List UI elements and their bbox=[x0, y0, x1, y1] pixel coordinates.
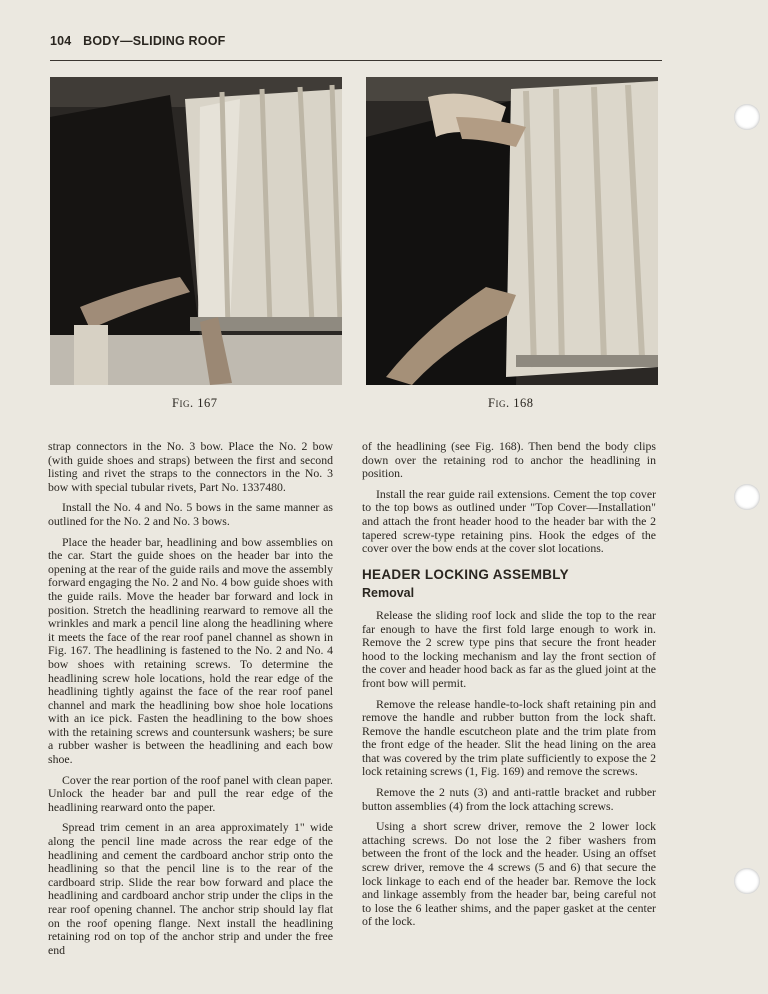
fig-168-photo bbox=[366, 77, 658, 385]
section-heading: HEADER LOCKING ASSEMBLY bbox=[362, 566, 569, 582]
right-paragraph-2: Install the rear guide rail extensions. Cement the top cover to the top bows as outlined under "Top Cover—Installation" and attach the front header hood to the header bar with the 2 tapered screw-type retaining pins. Hook the edges of the cover over the bow ends at the cover slot locations. bbox=[362, 486, 656, 556]
page-header bbox=[50, 34, 660, 48]
left-text-column bbox=[48, 440, 333, 964]
left-paragraph-3: Place the header bar, headlining and bow assemblies on the car. Start the guide shoes on the header bar into the opening at the rear of the guide rails and move the assembly forward engaging the No. 2 and No. 4 bow guide shoes with the guide rails. Move the header bar forward and lock in position. Stretch the headlining rearward to remove all the wrinkles and mark a pencil line along the headlining where it meets the face of the rear roof panel channel as shown in Fig. 167. The headlining is fastened to the No. 2 and No. 4 bow shoes with retaining screws. To determine the headlining screw hole locations, hold the rear edge of the headlining tightly against the face of the rear roof panel channel and mark the headlining bow shoe hole locations with an ice pick. Fasten the headlining to the bow shoes with the retaining screws and countersunk washers; be sure a rubber washer is between the headlining and each bow shoe. bbox=[48, 534, 333, 767]
fig-167-photo bbox=[50, 77, 342, 385]
left-paragraph-4: Cover the rear portion of the roof panel with clean paper. Unlock the header bar and pull the rear edge of the headlining rearward onto the paper. bbox=[48, 772, 333, 814]
right-text-column bbox=[362, 440, 656, 936]
fig-167-caption: Fig. 167 bbox=[172, 396, 218, 410]
right-paragraph-6: Using a short screw driver, remove the 2 lower lock attaching screws. Do not lose the 2 fiber washers from between the front of the lock and the header. Using an offset screw driver, remove the 4 screws (5 and 6) that secure the lock linkage to each end of the header bar. Remove the lock and linkage assembly from the header bar, being careful not to lose the 6 leather shims, and the paper gasket at the center of the lock. bbox=[362, 819, 656, 929]
right-paragraph-5: Remove the 2 nuts (3) and anti-rattle bracket and rubber button assemblies (4) from the lock attaching screws. bbox=[362, 785, 656, 813]
punch-hole-middle bbox=[734, 484, 760, 510]
sub-heading: Removal bbox=[362, 586, 415, 601]
right-paragraph-3: Release the sliding roof lock and slide the top to the rear far enough to have the first fold large enough to work in. Remove the 2 screw type pins that secure the front header hood to the locking mechanism and lay the front section of the cover and header hood back as far as the glued joint at the front bow will permit. bbox=[362, 607, 656, 690]
left-paragraph-2: Install the No. 4 and No. 5 bows in the same manner as outlined for the No. 2 and No. 3 bows. bbox=[48, 500, 333, 528]
page-number: 104 bbox=[50, 34, 72, 48]
fig-168-caption: Fig. 168 bbox=[488, 396, 534, 410]
punch-hole-bottom bbox=[734, 868, 760, 894]
section-title: BODY—SLIDING ROOF bbox=[83, 34, 226, 48]
fig-168-illustration bbox=[366, 77, 658, 385]
right-paragraph-1: of the headlining (see Fig. 168). Then bend the body clips down over the retaining rod to anchor the headlining in position. bbox=[362, 439, 656, 481]
fig-167-illustration bbox=[50, 77, 342, 385]
left-paragraph-5: Spread trim cement in an area approximately 1" wide along the pencil line made across the rear edge of the headlining and cement the cardboard anchor strip onto the headlining so that the pencil line is to the rear of the cardboard strip. Slide the rear bow forward and place the headlining and cardboard anchor strip under the clips in the rear roof opening channel. The anchor strip should lay flat on the roof opening flange. Next install the headlining retaining rod on top of the anchor strip and under the free end bbox=[48, 820, 333, 957]
right-paragraph-4: Remove the release handle-to-lock shaft retaining pin and remove the handle and rubber button from the lock shaft. Remove the handle escutcheon plate and the trim plate from the front edge of the header. Slit the head lining on the area that was covered by the trim plate sufficiently to expose the 2 lock retaining screws (1, Fig. 169) and remove the screws. bbox=[362, 696, 656, 779]
punch-hole-top bbox=[734, 104, 760, 130]
header-rule bbox=[50, 60, 662, 61]
left-paragraph-1: strap connectors in the No. 3 bow. Place the No. 2 bow (with guide shoes and straps) between the first and second listing and rivet the straps to the connectors in the No. 3 bow with special tubular rivets, Part No. 1337480. bbox=[48, 439, 333, 494]
